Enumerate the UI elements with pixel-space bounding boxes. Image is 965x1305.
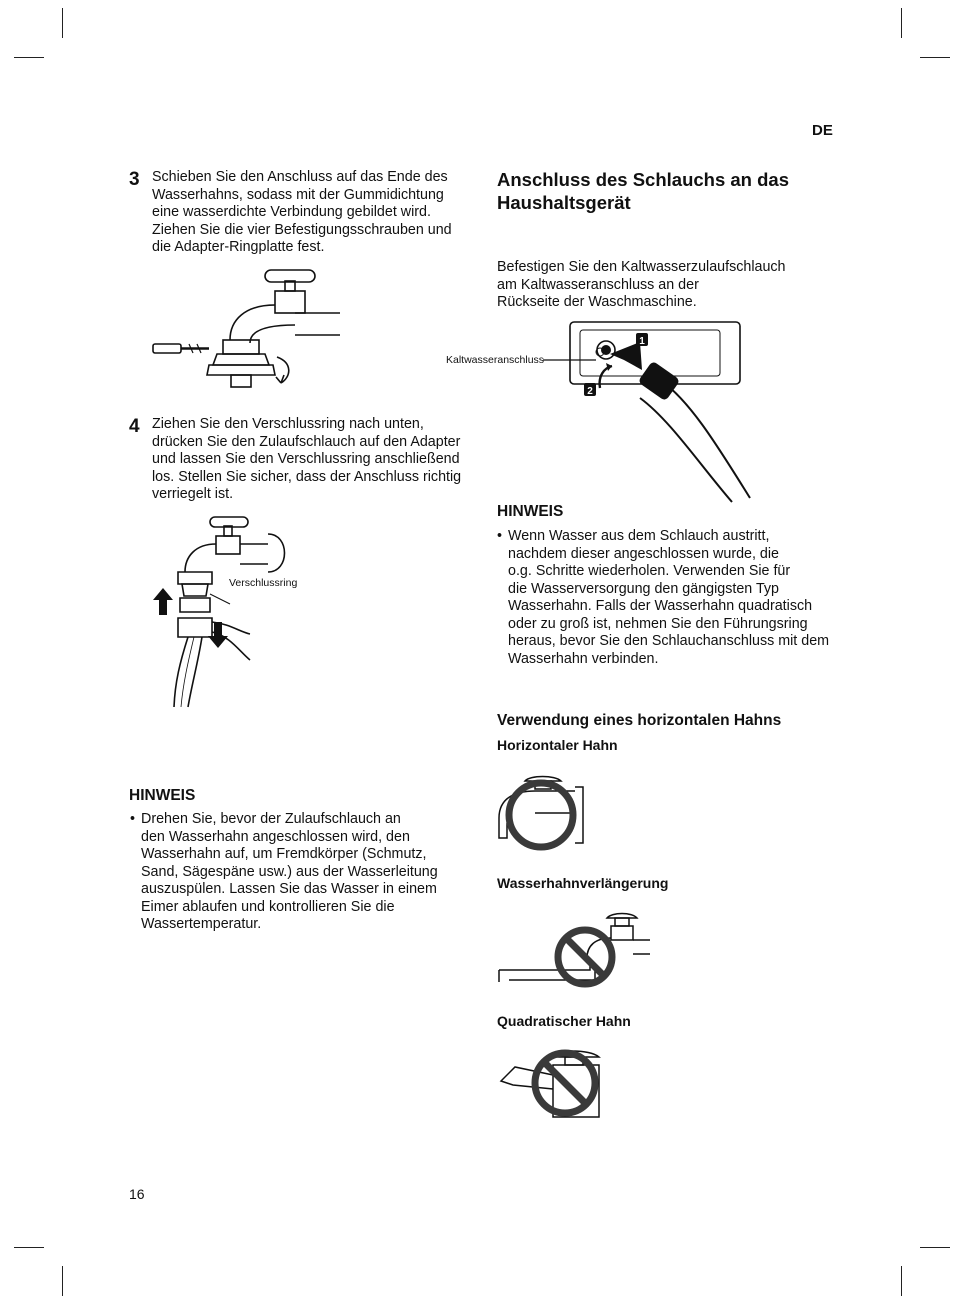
step-4-number: 4 (129, 416, 140, 437)
section-title (497, 168, 837, 214)
note-heading-left: HINWEIS (129, 787, 196, 804)
note-left-text (141, 811, 461, 934)
text-line: Wasserhahns, sodass mit der Gummidichtung (152, 186, 444, 203)
text-line: Befestigen Sie den Kaltwasserzulaufschlauch (497, 259, 786, 275)
step-4-text (152, 416, 482, 504)
text-line: Schieben Sie den Anschluss auf das Ende des (152, 169, 448, 185)
label-square-tap: Quadratischer Hahn (497, 1013, 631, 1029)
cold-water-inlet-illustration (540, 320, 755, 505)
crop-mark (14, 1247, 44, 1248)
text-line: Eimer ablaufen und kontrollieren Sie die (141, 898, 395, 915)
note-heading-right: HINWEIS (497, 503, 564, 520)
text-line: Wassertemperatur. (141, 916, 262, 932)
crop-mark (920, 1247, 950, 1248)
crop-mark (62, 8, 63, 38)
text-line: Wasserhahn. Falls der Wasserhahn quadratisch (508, 598, 813, 614)
section-heading: Verwendung eines horizontalen Hahns (497, 712, 782, 729)
label-tap-extension: Wasserhahnverlängerung (497, 875, 669, 891)
text-line: Wenn Wasser aus dem Schlauch austritt, (508, 528, 770, 544)
label-horizontal-tap: Horizontaler Hahn (497, 737, 618, 753)
text-line: am Kaltwasseranschluss an der (497, 276, 699, 293)
title-line: Anschluss des Schlauchs an das (497, 169, 789, 190)
text-line: oder zu groß ist, nehmen Sie den Führungsring (508, 615, 808, 632)
callout-kaltwasseranschluss: Kaltwasseranschluss (446, 354, 545, 366)
crop-mark (901, 8, 902, 38)
text-line: die Adapter-Ringplatte fest. (152, 239, 325, 255)
crop-mark (920, 57, 950, 58)
tap-extension-illustration (495, 910, 655, 990)
square-tap-illustration (495, 1045, 605, 1125)
crop-mark (14, 57, 44, 58)
language-code: DE (812, 122, 833, 139)
text-line: Wasserhahn auf, um Fremdkörper (Schmutz, (141, 846, 427, 862)
intro-text (497, 259, 827, 312)
text-line: die Wasserversorgung den gängigsten Typ (508, 580, 780, 597)
text-line: verriegelt ist. (152, 486, 234, 502)
text-line: heraus, bevor Sie den Schlauchanschluss mit dem (508, 633, 830, 649)
text-line: den Wasserhahn angeschlossen wird, den (141, 828, 410, 845)
callout-verschlussring: Verschlussring (229, 577, 298, 589)
badge-2: 2 (587, 386, 593, 397)
hose-adapter-illustration (150, 512, 290, 712)
note-right-text (508, 528, 843, 668)
text-line: nachdem dieser angeschlossen wurde, die (508, 545, 780, 562)
text-line: o.g. Schritte wiederholen. Verwenden Sie für (508, 563, 791, 579)
badge-1: 1 (639, 336, 645, 347)
text-line: Ziehen Sie die vier Befestigungsschrauben und (152, 221, 452, 238)
text-line: Ziehen Sie den Verschlussring nach unten, (152, 416, 424, 432)
step-3-number: 3 (129, 169, 140, 190)
step-3-text (152, 169, 472, 257)
note-left (130, 811, 460, 936)
page-number: 16 (129, 1186, 145, 1202)
title-line: Haushaltsgerät (497, 192, 631, 213)
crop-mark (62, 1266, 63, 1296)
text-line: Sand, Sägespäne usw.) aus der Wasserleitung (141, 863, 438, 880)
bullet: • (497, 528, 503, 544)
text-line: drücken Sie den Zulaufschlauch auf den Adapter (152, 433, 461, 450)
text-line: Rückseite der Waschmaschine. (497, 294, 697, 310)
bullet: • (130, 811, 136, 827)
note-right (497, 528, 842, 673)
text-line: los. Stellen Sie sicher, dass der Anschluss richtig (152, 468, 462, 485)
text-line: eine wasserdichte Verbindung gebildet wird. (152, 204, 431, 220)
text-line: und lassen Sie den Verschlussring anschließend (152, 451, 460, 467)
horizontal-tap-illustration (495, 773, 587, 853)
text-line: Wasserhahn verbinden. (508, 650, 659, 667)
text-line: Drehen Sie, bevor der Zulaufschlauch an (141, 811, 401, 827)
text-line: auszuspülen. Lassen Sie das Wasser in einem (141, 881, 437, 897)
crop-mark (901, 1266, 902, 1296)
faucet-screwdriver-illustration (145, 265, 345, 400)
